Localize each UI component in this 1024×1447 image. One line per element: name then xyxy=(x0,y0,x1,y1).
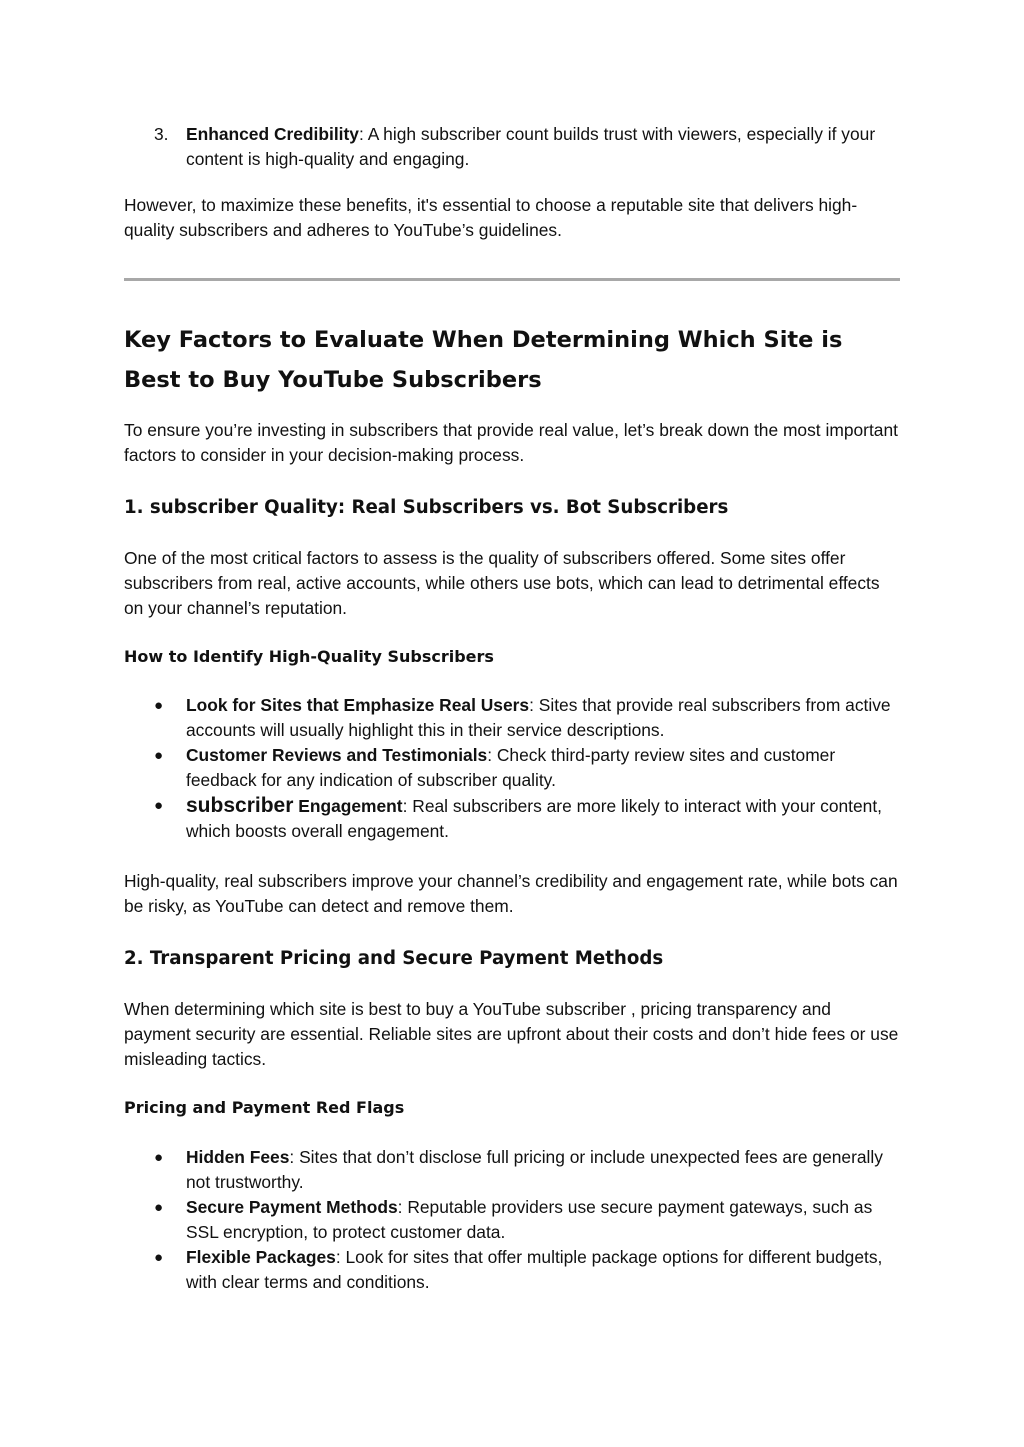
factor2-bullet-list xyxy=(124,1145,900,1295)
list-item-term: Enhanced Credibility xyxy=(186,124,359,144)
bullet-term: Secure Payment Methods xyxy=(186,1197,398,1217)
bullet-icon: ● xyxy=(154,747,164,764)
factor1-subheading: How to Identify High-Quality Subscribers xyxy=(124,647,494,666)
list-item xyxy=(124,1245,900,1295)
bullet-term: Customer Reviews and Testimonials xyxy=(186,745,488,765)
factor1-bullet-list xyxy=(124,693,900,844)
list-item xyxy=(124,693,900,743)
list-number: 3. xyxy=(154,124,169,144)
list-item xyxy=(124,1195,900,1245)
bullet-text: : Sites that provide real subscribers from active accounts will usually highlight this in their service descriptions. xyxy=(186,695,891,740)
bullet-icon: ● xyxy=(154,697,164,714)
horizontal-divider xyxy=(124,278,900,281)
bullet-text: : Reputable providers use secure payment gateways, such as SSL encryption, to protect customer data. xyxy=(186,1197,873,1242)
bullet-icon: ● xyxy=(154,1249,164,1266)
bullet-icon: ● xyxy=(154,1199,164,1216)
list-item-text xyxy=(186,122,900,172)
bullet-term-large: subscriber xyxy=(186,794,294,817)
factor1-closing-paragraph: High-quality, real subscribers improve your channel’s credibility and engagement rate, while bots can be risky, as YouTube can detect and remove them. xyxy=(124,871,898,916)
factor1-heading: 1. subscriber Quality: Real Subscribers vs. Bot Subscribers xyxy=(124,497,729,518)
bullet-term: Engagement xyxy=(293,796,403,816)
intro-paragraph: However, to maximize these benefits, it's essential to choose a reputable site that delivers high-quality subscribers and adheres to YouTube’s guidelines. xyxy=(124,195,858,240)
bullet-term: Look for Sites that Emphasize Real Users xyxy=(186,695,530,715)
bullet-text: : Real subscribers are more likely to interact with your content, which boosts overall engagement. xyxy=(186,796,882,841)
list-item xyxy=(124,743,900,793)
factor2-heading: 2. Transparent Pricing and Secure Payment Methods xyxy=(124,948,664,969)
bullet-text: : Look for sites that offer multiple package options for different budgets, with clear terms and conditions. xyxy=(186,1247,883,1292)
bullet-text: : Sites that don’t disclose full pricing or include unexpected fees are generally not trustworthy. xyxy=(186,1147,883,1192)
section-heading: Key Factors to Evaluate When Determining Which Site is Best to Buy YouTube Subscribers xyxy=(124,327,843,393)
numbered-list-item xyxy=(124,122,900,172)
factor1-paragraph: One of the most critical factors to assess is the quality of subscribers offered. Some sites offer subscribers from real, active accounts, while others use bots, which can lead to detrimental effects on your channel’s reputation. xyxy=(124,548,880,618)
bullet-term: Hidden Fees xyxy=(186,1147,290,1167)
factor2-paragraph: When determining which site is best to buy a YouTube subscriber , pricing transparency and payment security are essential. Reliable sites are upfront about their costs and don’t hide fees or use misleading tactics. xyxy=(124,999,899,1069)
bullet-icon: ● xyxy=(154,797,164,814)
bullet-icon: ● xyxy=(154,1149,164,1166)
bullet-text: : Check third-party review sites and customer feedback for any indication of subscriber quality. xyxy=(186,745,836,790)
list-item xyxy=(124,793,900,844)
factor2-subheading: Pricing and Payment Red Flags xyxy=(124,1098,405,1117)
bullet-term: Flexible Packages xyxy=(186,1247,336,1267)
section-intro-paragraph: To ensure you’re investing in subscribers that provide real value, let’s break down the most important factors to consider in your decision-making process. xyxy=(124,420,898,465)
list-item-description: : A high subscriber count builds trust with viewers, especially if your content is high-quality and engaging. xyxy=(186,124,876,169)
list-item xyxy=(124,1145,900,1195)
